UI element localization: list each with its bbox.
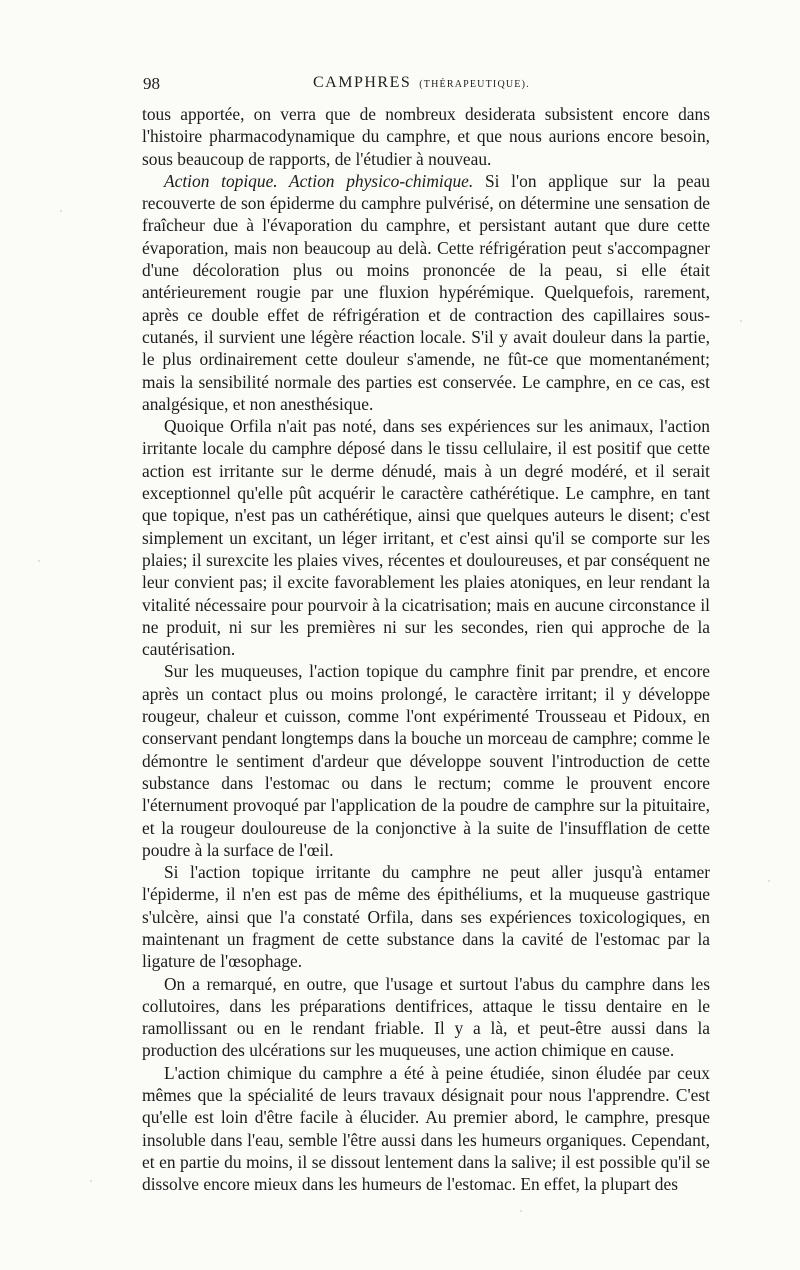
page-header [143, 74, 708, 98]
body-text [142, 103, 710, 1196]
paragraph [142, 660, 710, 861]
paragraph-text: Quoique Orfila n'ait pas noté, dans ses expériences sur les animaux, l'action irritante locale du camphre déposé dans le tissu cellulaire, il est positif que cette action est irritante sur le derme dénudé, mais à un degré modéré, et il serait exceptionnel qu'elle pût acquérir le caractère cathérétique. Le camphre, en tant que topique, n'est pas un cathérétique, ainsi que quelques auteurs le disent; c'est simplement un excitant, un léger irritant, et c'est ainsi qu'il se comporte sur les plaies; il surexcite les plaies vives, récentes et douloureuses, et par conséquent ne leur convient pas; il excite favorablement les plaies atoniques, en leur rendant la vitalité nécessaire pour pourvoir à la cicatrisation; mais en aucune circonstance il ne produit, ni sur les premières ni sur les secondes, rien qui approche de la cautérisation. [142, 416, 710, 660]
paragraph [142, 1062, 710, 1196]
scan-speckle [740, 320, 742, 322]
scan-speckle [60, 210, 62, 212]
paragraph-action-topique [142, 170, 710, 415]
paragraph-text: tous apportée, on verra que de nombreux desiderata subsistent encore dans l'histoire pharmacodynamique du camphre, et que nous aurions encore besoin, sous beaucoup de rapports, de l'étudier à nouveau. [142, 104, 710, 169]
paragraph-text: On a remarqué, en outre, que l'usage et surtout l'abus du camphre dans les collutoires, dans les préparations dentifrices, attaque le tissu dentaire en le ramollissant ou en le rendant friable. Il y a là, et peut-être aussi dans la production des ulcérations sur les muqueuses, une action chimique en cause. [142, 973, 710, 1061]
paragraph-text: Si l'on applique sur la peau recouverte de son épiderme du camphre pulvérisé, on détermine une sensation de fraîcheur due à l'évaporation du camphre, et persistant autant que dure cette évaporation, mais non beaucoup au delà. Cette réfrigération peut s'accompagner d'une décoloration plus ou moins prononcée de la peau, si elle était antérieurement rougie par une fluxion hypérémique. Quelquefois, rarement, après ce double effet de réfrigération et de contraction des capillaires sous-cutanés, il survient une légère réaction locale. S'il y avait douleur dans la partie, le plus ordinairement cette douleur s'amende, ne fût-ce que momentanément; mais la sensibilité normale des parties est conservée. Le camphre, en ce cas, est analgésique, et non anesthésique. [142, 170, 710, 414]
page-number: 98 [143, 74, 160, 93]
paragraph-continued [142, 103, 710, 170]
paragraph [142, 861, 710, 972]
paragraph-text: Sur les muqueuses, l'action topique du camphre finit par prendre, et encore après un contact plus ou moins prolongé, le caractère irritant; il y développe rougeur, chaleur et cuisson, comme l'ont expérimenté Trousseau et Pidoux, en conservant pendant longtemps dans la bouche un morceau de camphre; comme le démontre le sentiment d'ardeur que développe souvent l'introduction de cette substance dans l'estomac ou dans le rectum; comme le prouvent encore l'éternument provoqué par l'application de la poudre de camphre sur la pituitaire, et la rougeur douloureuse de la conjonctive à la suite de l'insufflation de cette poudre à la surface de l'œil. [142, 661, 710, 860]
paragraph [142, 973, 710, 1062]
scan-speckle [768, 880, 770, 882]
section-heading: Action topique. Action physico-chimique. [164, 170, 474, 191]
running-title-sub: (THÉRAPEUTIQUE). [419, 79, 530, 90]
paragraph [142, 415, 710, 660]
paragraph-text: L'action chimique du camphre a été à peine étudiée, sinon éludée par ceux mêmes que la spécialité de leurs travaux désignait pour nous l'apprendre. C'est qu'elle est loin d'être facile à élucider. Au premier abord, le camphre, presque insoluble dans l'eau, semble l'être aussi dans les humeurs organiques. Cependant, et en partie du moins, il se dissout lentement dans la salive; il est possible qu'il se dissolve encore mieux dans les humeurs de l'estomac. En effet, la plupart des [142, 1062, 710, 1195]
paragraph-text: Si l'action topique irritante du camphre ne peut aller jusqu'à entamer l'épiderme, il n'en est pas de même des épithéliums, et la muqueuse gastrique s'ulcère, ainsi que l'a constaté Orfila, dans ses expériences toxicologiques, en maintenant un fragment de cette substance dans la cavité de l'estomac par la ligature de l'œsophage. [142, 862, 710, 972]
scan-speckle [38, 560, 40, 562]
scan-speckle [90, 1180, 92, 1182]
scan-speckle [520, 1210, 522, 1212]
running-title-main: CAMPHRES [313, 74, 412, 91]
running-title [313, 74, 530, 92]
